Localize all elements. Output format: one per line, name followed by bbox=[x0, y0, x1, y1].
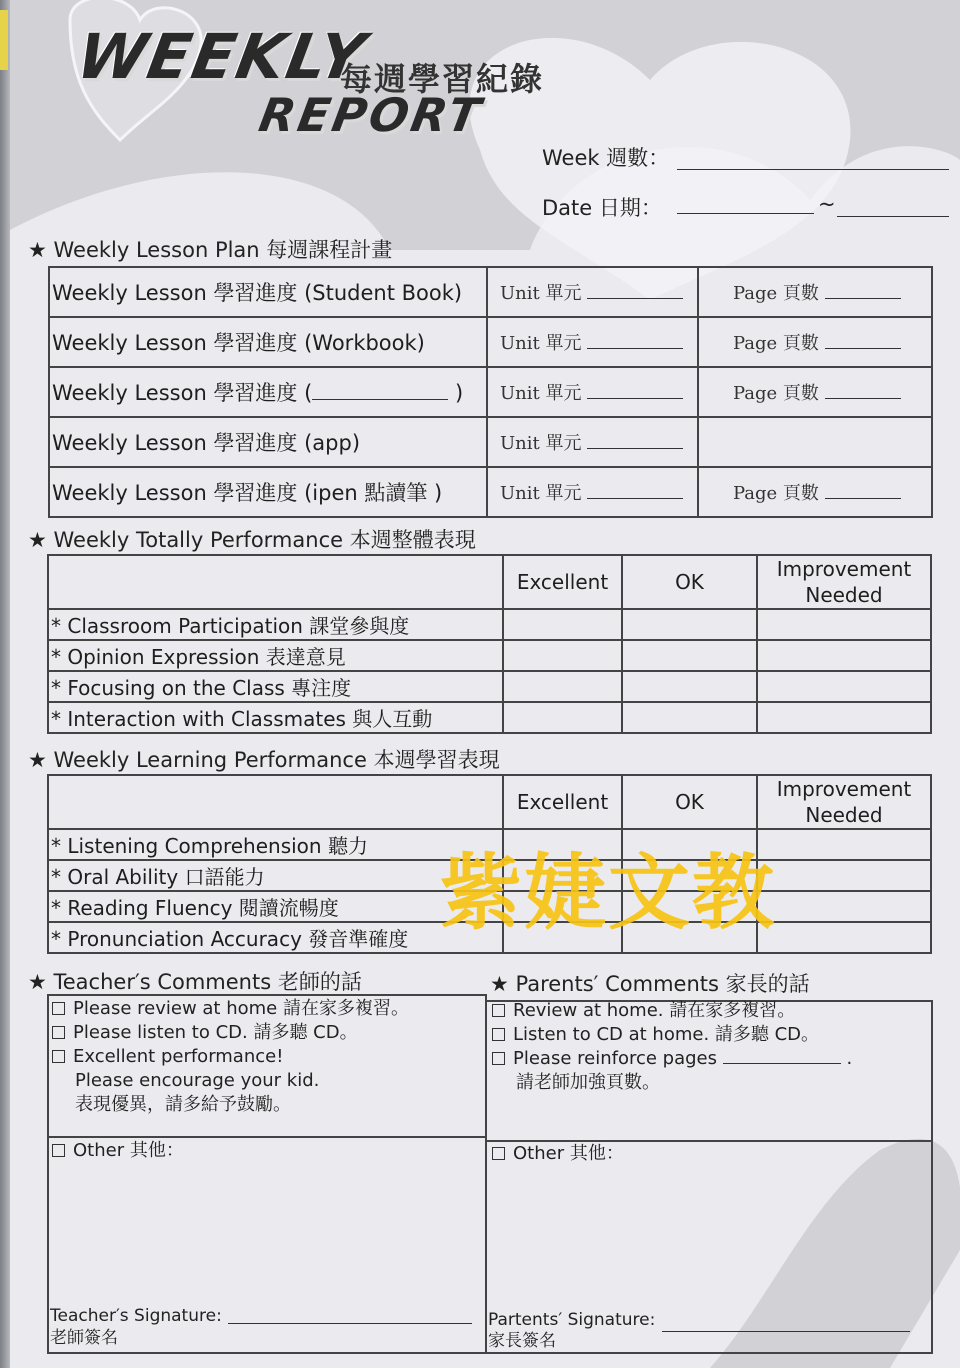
option-label: Please listen to CD. 請多聽 CD。 bbox=[73, 1022, 358, 1043]
criteria-label: * Pronunciation Accuracy 發音準確度 bbox=[48, 922, 503, 953]
lesson-plan-table bbox=[48, 266, 933, 518]
table-row bbox=[48, 609, 931, 640]
teacher-signature-field[interactable] bbox=[228, 1322, 472, 1324]
pages-blank[interactable] bbox=[723, 1050, 841, 1064]
page-blank[interactable] bbox=[825, 385, 901, 399]
unit-blank[interactable] bbox=[587, 485, 683, 499]
unit-cell[interactable] bbox=[487, 367, 698, 417]
option-label: Excellent performance! bbox=[73, 1046, 284, 1067]
page-cell[interactable] bbox=[698, 267, 932, 317]
totally-performance-table bbox=[47, 554, 932, 734]
header-improvement-needed bbox=[757, 555, 931, 609]
table-header-row bbox=[48, 775, 931, 829]
unit-label: Unit 單元 bbox=[500, 433, 582, 454]
table-header-row bbox=[48, 555, 931, 609]
header-ok: OK bbox=[622, 775, 757, 829]
page-label: Page 頁數 bbox=[733, 283, 819, 304]
teacher-option-review[interactable] bbox=[52, 997, 409, 1021]
table-row bbox=[48, 671, 931, 702]
criteria-label: * Interaction with Classmates 與人互動 bbox=[48, 702, 503, 733]
unit-label: Unit 單元 bbox=[500, 283, 582, 304]
week-field[interactable] bbox=[677, 168, 949, 170]
rating-cell-ok[interactable] bbox=[622, 640, 757, 671]
header-excellent: Excellent bbox=[503, 775, 622, 829]
rating-cell-improvement[interactable] bbox=[757, 702, 931, 733]
lesson-row-label: Weekly Lesson 學習進度 (ipen 點讀筆 ) bbox=[49, 467, 487, 517]
table-row bbox=[48, 640, 931, 671]
rating-cell-excellent[interactable] bbox=[503, 609, 622, 640]
option-label: Review at home. 請在家多複習。 bbox=[513, 1000, 796, 1021]
header-needed: Needed bbox=[805, 583, 883, 607]
teacher-option-excellent[interactable] bbox=[52, 1045, 283, 1069]
unit-cell[interactable] bbox=[487, 267, 698, 317]
criteria-label: * Classroom Participation 課堂參與度 bbox=[48, 609, 503, 640]
lesson-row-label: Weekly Lesson 學習進度 (app) bbox=[49, 417, 487, 467]
rating-cell-ok[interactable] bbox=[622, 671, 757, 702]
lesson-row-label bbox=[49, 367, 487, 417]
option-label: Other 其他： bbox=[73, 1140, 184, 1161]
checkbox-icon[interactable] bbox=[492, 1004, 505, 1017]
header-improvement: Improvement bbox=[776, 557, 912, 581]
parent-option-line2: 請老師加強頁數。 bbox=[516, 1072, 660, 1093]
option-label: Please review at home 請在家多複習。 bbox=[73, 998, 409, 1019]
header-needed: Needed bbox=[805, 803, 883, 827]
binder-mark bbox=[0, 10, 8, 70]
table-row bbox=[49, 367, 932, 417]
teacher-option-line3: 表現優異，請多給予鼓勵。 bbox=[75, 1094, 291, 1115]
criteria-label: * Opinion Expression 表達意見 bbox=[48, 640, 503, 671]
page-label: Page 頁數 bbox=[733, 483, 819, 504]
rating-cell-improvement[interactable] bbox=[757, 860, 931, 891]
lesson-plan-title: ★ Weekly Lesson Plan 每週課程計畫 bbox=[28, 238, 393, 262]
teacher-option-line2: Please encourage your kid. bbox=[75, 1070, 320, 1091]
criteria-label: * Reading Fluency 閱讀流暢度 bbox=[48, 891, 503, 922]
header-improvement-needed bbox=[757, 775, 931, 829]
page-blank[interactable] bbox=[825, 285, 901, 299]
header-empty bbox=[48, 775, 503, 829]
page-label: Page 頁數 bbox=[733, 333, 819, 354]
date-start-field[interactable] bbox=[677, 212, 814, 214]
teacher-signature-label: Teacher′s Signature: bbox=[50, 1306, 222, 1326]
rating-cell-improvement[interactable] bbox=[757, 891, 931, 922]
unit-cell[interactable] bbox=[487, 417, 698, 467]
rating-cell-excellent[interactable] bbox=[503, 640, 622, 671]
date-end-field[interactable] bbox=[837, 215, 949, 217]
checkbox-icon[interactable] bbox=[492, 1028, 505, 1041]
header-ok: OK bbox=[622, 555, 757, 609]
header-improvement: Improvement bbox=[776, 777, 912, 801]
unit-label: Unit 單元 bbox=[500, 483, 582, 504]
teacher-comments-title: ★ Teacher′s Comments 老師的話 bbox=[28, 970, 362, 994]
rating-cell-excellent[interactable] bbox=[503, 671, 622, 702]
parent-signature-field[interactable] bbox=[662, 1330, 910, 1332]
teacher-option-other[interactable] bbox=[52, 1139, 184, 1163]
rating-cell-improvement[interactable] bbox=[757, 671, 931, 702]
parent-signature-cn: 家長簽名 bbox=[488, 1331, 556, 1351]
parent-option-listen[interactable] bbox=[492, 1023, 819, 1047]
criteria-label: * Focusing on the Class 專注度 bbox=[48, 671, 503, 702]
page-cell-empty bbox=[698, 417, 932, 467]
totally-performance-title: ★ Weekly Totally Performance 本週整體表現 bbox=[28, 528, 476, 552]
page-blank[interactable] bbox=[825, 335, 901, 349]
option-label: Other 其他： bbox=[513, 1143, 624, 1164]
checkbox-icon[interactable] bbox=[52, 1002, 65, 1015]
table-row bbox=[48, 702, 931, 733]
option-label: Listen to CD at home. 請多聽 CD。 bbox=[513, 1024, 820, 1045]
unit-label: Unit 單元 bbox=[500, 333, 582, 354]
date-label: Date 日期： bbox=[542, 196, 662, 220]
rating-cell-improvement[interactable] bbox=[757, 609, 931, 640]
checkbox-icon[interactable] bbox=[52, 1026, 65, 1039]
unit-cell[interactable] bbox=[487, 317, 698, 367]
table-row bbox=[49, 417, 932, 467]
weekly-report-page bbox=[10, 0, 960, 1368]
rating-cell-ok[interactable] bbox=[622, 609, 757, 640]
teacher-option-listen[interactable] bbox=[52, 1021, 358, 1045]
page-cell[interactable] bbox=[698, 367, 932, 417]
watermark-text: 紫婕文教 bbox=[440, 846, 777, 941]
rating-cell-improvement[interactable] bbox=[757, 922, 931, 953]
unit-blank[interactable] bbox=[587, 335, 683, 349]
logo-weekly: WEEKLY bbox=[71, 20, 373, 93]
title-chinese: 每週學習紀錄 bbox=[340, 60, 545, 98]
option-end-dot: . bbox=[846, 1048, 853, 1069]
learning-performance-title: ★ Weekly Learning Performance 本週學習表現 bbox=[28, 748, 500, 772]
page-cell[interactable] bbox=[698, 467, 932, 517]
parent-signature-label: Partents′ Signature: bbox=[488, 1310, 656, 1330]
rating-cell-improvement[interactable] bbox=[757, 640, 931, 671]
unit-cell[interactable] bbox=[487, 467, 698, 517]
table-row bbox=[49, 267, 932, 317]
page-blank[interactable] bbox=[825, 485, 901, 499]
header-excellent: Excellent bbox=[503, 555, 622, 609]
checkbox-icon[interactable] bbox=[492, 1147, 505, 1160]
checkbox-icon[interactable] bbox=[492, 1052, 505, 1065]
criteria-label: * Oral Ability 口語能力 bbox=[48, 860, 503, 891]
custom-book-blank[interactable] bbox=[312, 386, 448, 400]
unit-blank[interactable] bbox=[587, 385, 683, 399]
table-row bbox=[49, 317, 932, 367]
unit-blank[interactable] bbox=[587, 285, 683, 299]
parent-option-other[interactable] bbox=[492, 1142, 624, 1166]
rating-cell-excellent[interactable] bbox=[503, 702, 622, 733]
header-empty bbox=[48, 555, 503, 609]
teacher-signature-cn: 老師簽名 bbox=[50, 1328, 118, 1348]
parent-option-review[interactable] bbox=[492, 999, 795, 1023]
lesson-label-prefix: Weekly Lesson 學習進度 ( bbox=[52, 381, 313, 405]
parent-comments-title: ★ Parents′ Comments 家長的話 bbox=[490, 972, 810, 996]
rating-cell-improvement[interactable] bbox=[757, 829, 931, 860]
lesson-row-label: Weekly Lesson 學習進度 (Student Book) bbox=[49, 267, 487, 317]
binder-edge bbox=[0, 0, 10, 1368]
lesson-row-label: Weekly Lesson 學習進度 (Workbook) bbox=[49, 317, 487, 367]
logo-report: REPORT bbox=[255, 88, 488, 142]
page-cell[interactable] bbox=[698, 317, 932, 367]
week-label: Week 週數： bbox=[542, 146, 670, 170]
checkbox-icon[interactable] bbox=[52, 1050, 65, 1063]
rating-cell-ok[interactable] bbox=[622, 702, 757, 733]
table-row bbox=[49, 467, 932, 517]
unit-blank[interactable] bbox=[587, 435, 683, 449]
lesson-label-suffix: ) bbox=[455, 381, 464, 405]
page-label: Page 頁數 bbox=[733, 383, 819, 404]
date-separator: ~ bbox=[818, 192, 836, 216]
teacher-divider bbox=[47, 1136, 487, 1138]
checkbox-icon[interactable] bbox=[52, 1144, 65, 1157]
parent-option-reinforce[interactable] bbox=[492, 1047, 852, 1071]
option-label: Please reinforce pages bbox=[513, 1048, 718, 1069]
criteria-label: * Listening Comprehension 聽力 bbox=[48, 829, 503, 860]
unit-label: Unit 單元 bbox=[500, 383, 582, 404]
